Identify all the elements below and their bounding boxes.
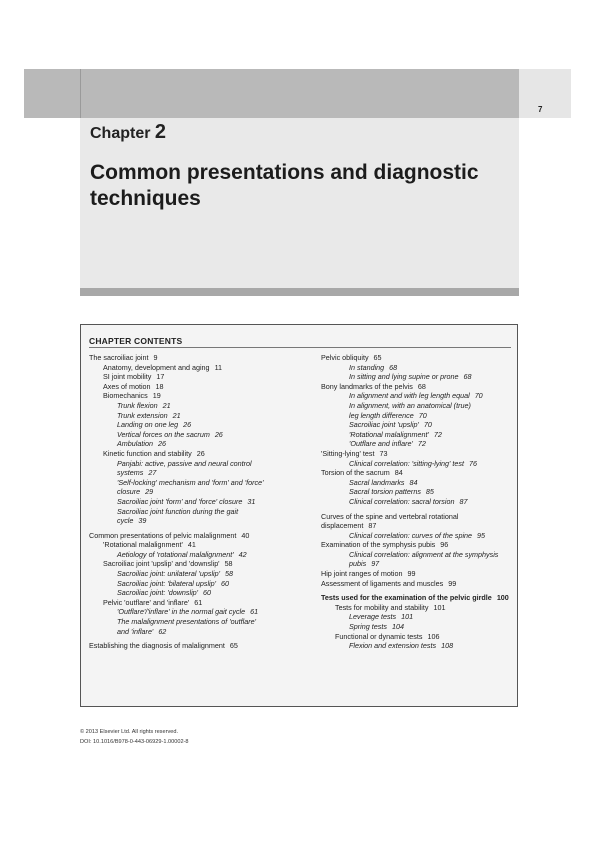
contents-entry-page: 70: [418, 410, 427, 420]
contents-entry-page: 85: [425, 487, 434, 497]
contents-entry-title: In alignment, with an anatomical (true): [349, 400, 471, 410]
contents-entry: [321, 382, 513, 392]
contents-entry-title: Curves of the spine and vertebral rotational: [321, 511, 459, 521]
contents-entry: [89, 411, 301, 421]
contents-entry-page: 18: [155, 381, 164, 391]
contents-entry-title: systems: [117, 468, 144, 478]
contents-entry: [321, 372, 513, 382]
contents-entry-page: 101: [401, 612, 414, 622]
contents-entry-page: 87: [368, 521, 377, 531]
contents-entry: [89, 372, 301, 382]
header-divider: [80, 69, 81, 118]
contents-entry-title: Landing on one leg: [117, 420, 179, 430]
title-band-bottom: [80, 288, 519, 296]
contents-entry-page: 41: [187, 540, 196, 550]
chapter-label: [90, 121, 166, 144]
contents-entry-title: Panjabi: active, passive and neural control: [117, 458, 252, 468]
contents-entry: [89, 478, 301, 488]
contents-entry: [89, 430, 301, 440]
contents-entry-title: Sacroiliac joint: 'bilateral upslip': [117, 578, 217, 588]
contents-entry-page: 26: [196, 448, 205, 458]
contents-entry: [321, 612, 513, 622]
contents-entry-title: cycle: [117, 516, 134, 526]
contents-entry-title: Sacroiliac joint 'form' and 'force' closure: [117, 496, 243, 506]
contents-entry-title: Assessment of ligaments and muscles: [321, 578, 444, 588]
contents-entry: [89, 607, 301, 617]
contents-entry-page: 99: [407, 569, 416, 579]
contents-entry-title: 'Rotational malalignment': [349, 429, 429, 439]
contents-entry: [321, 559, 513, 569]
copyright-line: © 2013 Elsevier Ltd. All rights reserved.: [80, 729, 179, 735]
contents-entry-title: Sacroiliac joint: unilateral 'upslip': [117, 569, 221, 579]
contents-entry-title: 'Rotational malalignment': [103, 540, 183, 550]
contents-entry-title: Leverage tests: [349, 612, 397, 622]
contents-entry-title: Sacroiliac joint 'upslip': [349, 420, 419, 430]
contents-entry-page: 9: [153, 353, 158, 362]
contents-entry: [321, 411, 513, 421]
contents-entry-page: 73: [379, 448, 388, 458]
contents-entry: [321, 430, 513, 440]
contents-entry: [89, 468, 301, 478]
contents-entry-title: Sacroiliac joint: 'downslip': [117, 588, 199, 598]
chapter-title: Common presentations and diagnostic techniques: [90, 161, 479, 210]
contents-entry-title: and 'inflare': [117, 626, 154, 636]
contents-entry-page: 100: [496, 593, 509, 603]
contents-heading: CHAPTER CONTENTS: [89, 336, 183, 346]
contents-entry-page: 72: [417, 439, 426, 449]
doi-line: DOI: 10.1016/B978-0-443-06929-1.00002-8: [80, 739, 189, 745]
contents-entry-page: 96: [440, 540, 449, 550]
contents-entry: [321, 550, 513, 560]
contents-entry-page: 27: [148, 468, 157, 478]
contents-entry: [89, 627, 301, 637]
contents-entry-title: Spring tests: [349, 622, 387, 632]
header-band: [24, 69, 571, 118]
contents-entry-page: 60: [221, 578, 230, 588]
contents-entry-page: 95: [477, 530, 486, 540]
contents-entry-title: In standing: [349, 362, 385, 372]
contents-entry-title: 'Self-locking' mechanism and 'form' and 'force': [117, 477, 264, 487]
contents-entry-title: Clinical correlation: curves of the spine: [349, 530, 473, 540]
contents-entry-page: 26: [157, 439, 166, 449]
contents-entry-title: Clinical correlation: sacral torsion: [349, 496, 455, 506]
contents-entry-title: 'Sitting-lying' test: [321, 448, 375, 458]
contents-entry-title: leg length difference: [349, 410, 414, 420]
contents-entry-page: 84: [394, 468, 403, 478]
contents-entry-title: Tests used for the examination of the pelvic girdle: [321, 593, 492, 603]
contents-entry: [321, 579, 513, 589]
contents-entry: [89, 598, 301, 608]
contents-entry: [89, 363, 301, 373]
contents-entry: [321, 512, 513, 522]
contents-entry-page: 101: [433, 602, 446, 612]
contents-entry-title: Examination of the symphysis pubis: [321, 540, 436, 550]
contents-entry-page: 68: [463, 372, 472, 382]
contents-entry-title: Clinical correlation: alignment at the symphysis: [349, 549, 499, 559]
contents-entry-title: Ambulation: [117, 439, 153, 449]
contents-entry: [89, 507, 301, 517]
contents-entry-title: Sacroiliac joint 'upslip' and 'downslip': [103, 559, 220, 569]
contents-column-left: [89, 353, 301, 651]
contents-entry: [89, 588, 301, 598]
contents-entry-title: Sacral torsion patterns: [349, 487, 421, 497]
contents-entry-title: Hip joint ranges of motion: [321, 569, 403, 579]
contents-entry: [89, 449, 301, 459]
contents-entry-page: 65: [229, 641, 238, 651]
contents-entry-title: Functional or dynamic tests: [335, 631, 423, 641]
contents-entry: [321, 531, 513, 541]
contents-entry-title: The malalignment presentations of 'outflare': [117, 617, 256, 627]
contents-entry-page: 87: [459, 496, 468, 506]
contents-entry: [321, 353, 513, 363]
contents-entry-page: 61: [250, 607, 259, 617]
contents-entry-page: 99: [448, 578, 457, 588]
contents-entry-page: 97: [371, 559, 380, 569]
contents-entry: [321, 593, 513, 603]
contents-entry-title: Common presentations of pelvic malalignment: [89, 530, 237, 540]
contents-entry-page: 26: [183, 420, 192, 430]
contents-entry-title: Flexion and extension tests: [349, 641, 437, 651]
contents-entry-page: 76: [469, 458, 477, 468]
contents-entry: [321, 391, 513, 401]
contents-entry: [89, 516, 301, 526]
contents-entry-page: 68: [389, 362, 398, 372]
contents-entry-page: 65: [373, 353, 382, 362]
chapter-contents-box: [80, 324, 518, 707]
contents-entry: [321, 521, 513, 531]
contents-entry: [89, 382, 301, 392]
contents-entry-title: displacement: [321, 521, 364, 531]
contents-entry: [321, 540, 513, 550]
contents-entry-page: 31: [247, 496, 256, 506]
contents-entry-title: The sacroiliac joint: [89, 353, 149, 362]
contents-entry: [89, 579, 301, 589]
contents-entry: [89, 459, 301, 469]
contents-entry-title: Biomechanics: [103, 391, 148, 401]
contents-entry-title: Pelvic 'outflare' and 'inflare': [103, 597, 190, 607]
contents-entry: [321, 632, 513, 642]
contents-entry-title: Trunk extension: [117, 410, 168, 420]
contents-entry: [89, 569, 301, 579]
contents-entry: [89, 540, 301, 550]
contents-entry-title: Anatomy, development and aging: [103, 362, 210, 372]
contents-entry-page: 84: [409, 477, 418, 487]
contents-entry-title: Establishing the diagnosis of malalignment: [89, 641, 225, 651]
contents-entry-title: Trunk flexion: [117, 400, 158, 410]
contents-entry-page: 104: [391, 622, 404, 632]
contents-entry-title: 'Outflare'/'inflare' in the normal gait cycle: [117, 607, 246, 617]
chapter-number: 2: [154, 121, 167, 143]
contents-divider: [89, 347, 511, 348]
contents-entry: [321, 641, 513, 651]
contents-entry-page: 17: [156, 372, 165, 382]
contents-entry-page: 21: [172, 410, 181, 420]
contents-entry: [321, 569, 513, 579]
contents-entry-page: 60: [203, 588, 212, 598]
contents-entry-title: pubis: [349, 559, 367, 569]
contents-entry: [89, 559, 301, 569]
contents-entry: [89, 550, 301, 560]
contents-entry-title: 'Outflare and inflare': [349, 439, 413, 449]
contents-column-right: [321, 353, 513, 651]
contents-entry-page: 61: [194, 597, 203, 607]
contents-entry: [89, 401, 301, 411]
contents-entry-page: 40: [241, 530, 250, 540]
contents-entry: [89, 420, 301, 430]
contents-entry-title: In sitting and lying supine or prone: [349, 372, 459, 382]
contents-entry-page: 19: [152, 391, 161, 401]
contents-entry-title: Kinetic function and stability: [103, 448, 192, 458]
contents-entry: [89, 439, 301, 449]
contents-entry-page: 42: [238, 549, 247, 559]
contents-entry-page: 68: [417, 381, 426, 391]
contents-entry-page: 58: [224, 559, 233, 569]
contents-entry: [321, 622, 513, 632]
contents-entry-page: 72: [433, 429, 442, 439]
contents-entry-page: 21: [162, 400, 171, 410]
contents-entry: [321, 497, 513, 507]
contents-entry: [321, 478, 513, 488]
header-band-right: [519, 69, 571, 118]
contents-entry: [89, 487, 301, 497]
contents-entry-title: Torsion of the sacrum: [321, 468, 390, 478]
contents-entry: [321, 459, 513, 469]
contents-entry-title: Sacroiliac joint function during the gait: [117, 506, 239, 516]
contents-entry-page: 70: [423, 420, 432, 430]
contents-entry-page: 26: [214, 429, 223, 439]
contents-entry-title: SI joint mobility: [103, 372, 152, 382]
contents-entry: [89, 497, 301, 507]
contents-entry-title: In alignment and with leg length equal: [349, 391, 470, 401]
contents-entry-title: Pelvic obliquity: [321, 353, 369, 362]
chapter-word: Chapter: [90, 125, 151, 142]
contents-entry: [89, 641, 301, 651]
contents-entry-title: Bony landmarks of the pelvis: [321, 381, 413, 391]
contents-entry-page: 106: [427, 631, 440, 641]
page-number: 7: [538, 105, 543, 114]
contents-entry: [89, 353, 301, 363]
contents-entry-title: Clinical correlation: 'sitting-lying' test: [349, 458, 464, 468]
contents-entry-page: 29: [145, 487, 154, 497]
contents-entry: [321, 468, 513, 478]
contents-entry: [321, 363, 513, 373]
contents-entry-title: Aetiology of 'rotational malalignment': [117, 549, 234, 559]
contents-entry: [89, 617, 301, 627]
contents-entry: [321, 420, 513, 430]
contents-entry: [321, 439, 513, 449]
contents-entry-page: 62: [158, 626, 167, 636]
contents-entry-title: Tests for mobility and stability: [335, 602, 429, 612]
contents-entry: [321, 449, 513, 459]
contents-entry-page: 70: [474, 391, 483, 401]
contents-entry-title: Vertical forces on the sacrum: [117, 429, 210, 439]
contents-entry: [321, 487, 513, 497]
contents-entry-page: 108: [441, 641, 454, 651]
contents-entry-title: Axes of motion: [103, 381, 151, 391]
contents-entry-title: closure: [117, 487, 141, 497]
contents-entry-page: 39: [138, 516, 147, 526]
contents-entry-page: 11: [214, 362, 223, 372]
contents-entry-page: 58: [225, 569, 234, 579]
contents-entry: [321, 603, 513, 613]
contents-entry-title: Sacral landmarks: [349, 477, 405, 487]
contents-entry: [89, 531, 301, 541]
contents-entry: [89, 391, 301, 401]
contents-entry: [321, 401, 513, 411]
